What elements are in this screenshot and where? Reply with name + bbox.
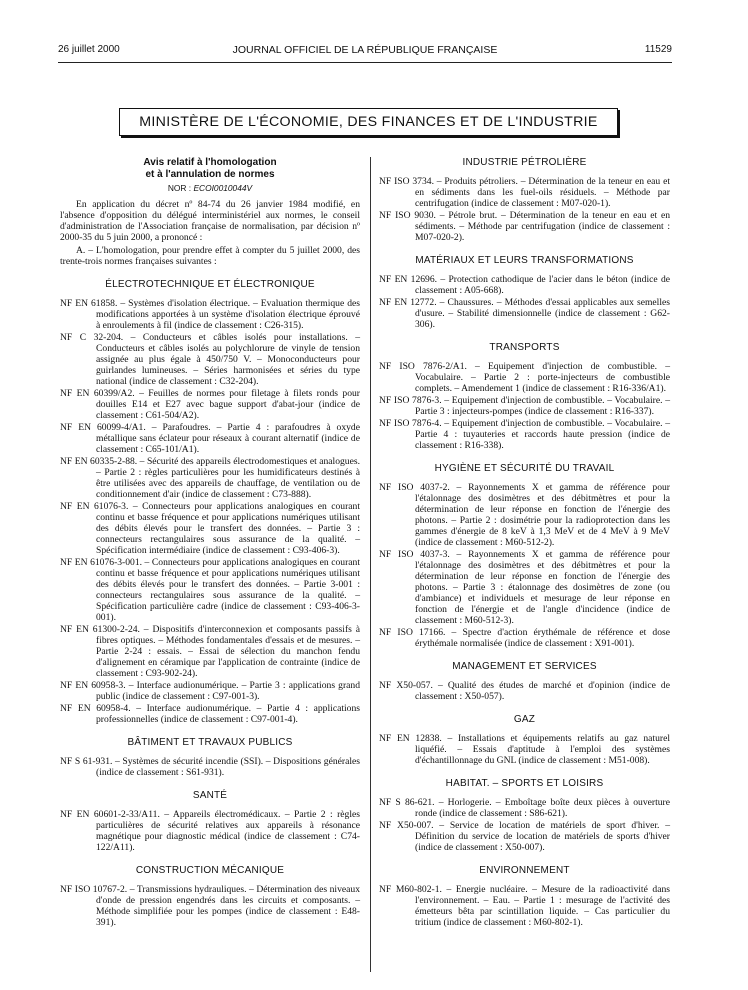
section-heading: MANAGEMENT ET SERVICES (452, 661, 597, 672)
standard-entry: NF ISO 9030. – Pétrole brut. – Détermination de la teneur en eau et en sédiments. – Méthode par centrifugation (indice de classement : M07-020-2). (379, 210, 670, 243)
nor-reference (60, 183, 360, 194)
intro-paragraph: En application du décret nº 84-74 du 26 janvier 1984 modifié, en l'absence d'opposition du délégué interministériel aux normes, le conseil d'administration de l'Association française de normalisation, par décision nº 2000-35 du 5 juin 2000, a prononcé : (60, 199, 360, 243)
left-column (60, 157, 360, 929)
journal-title: JOURNAL OFFICIEL DE LA RÉPUBLIQUE FRANÇAISE (232, 44, 498, 56)
standard-entry: NF EN 60601-2-33/A11. – Appareils électromédicaux. – Partie 2 : règles particulières de sécurité relatives aux appareils à résonance magnétique pour diagnostic médical (indice de classement : C74-122/A11). (60, 809, 360, 853)
left-sections (60, 279, 360, 928)
standard-entry: NF ISO 7876-4. – Equipement d'injection de combustible. – Vocabulaire. – Partie 4 : tuyauteries et raccords haute pression (indice de classement : R16-338). (379, 418, 670, 451)
standard-entry: NF EN 61858. – Systèmes d'isolation électrique. – Evaluation thermique des modifications apportées à un système d'isolation électrique éprouvé à enroulements à fil (indice de classement : C26-315). (60, 298, 360, 331)
standard-entry: NF EN 12696. – Protection cathodique de l'acier dans le béton (indice de classement : A05-668). (379, 274, 670, 296)
section-heading: TRANSPORTS (489, 342, 560, 353)
section-heading: HABITAT. – SPORTS ET LOISIRS (445, 778, 604, 789)
section-heading: HYGIÈNE ET SÉCURITÉ DU TRAVAIL (434, 463, 615, 474)
standard-entry: NF EN 60335-2-88. – Sécurité des appareils électrodomestiques et analogues. – Partie 2 : règles particulières pour les humidificateurs destinés à être utilisées avec des appareils de chauffage, de ventilation ou de conditionnement d'air (indice de classement : C73-888). (60, 456, 360, 500)
section-heading: GAZ (513, 714, 536, 725)
standard-entry: NF EN 60099-4/A1. – Parafoudres. – Partie 4 : parafoudres à oxyde métallique sans éclateur pour réseaux à courant alternatif (indice de classement : C65-101/A1). (60, 422, 360, 455)
standard-entry: NF ISO 7876-2/A1. – Equipement d'injection de combustible. – Vocabulaire. – Partie 2 : porte-injecteurs de combustible complets. – Amendement 1 (indice de classement : R16-336/A1). (379, 361, 670, 394)
section-heading: ENVIRONNEMENT (479, 865, 570, 876)
section-heading: BÂTIMENT ET TRAVAUX PUBLICS (127, 737, 293, 748)
standard-entry: NF EN 60958-4. – Interface audionumérique. – Partie 4 : applications professionnelles (indice de classement : C97-001-4). (60, 703, 360, 725)
standard-entry: NF EN 12838. – Installations et équipements relatifs au gaz naturel liquéfié. – Essais d'aptitude à l'emploi des systèmes d'échantillonnage du GNL (indice de classement : M51-008). (379, 733, 670, 766)
standard-entry: NF ISO 17166. – Spectre d'action érythémale de référence et dose érythémale normalisée (indice de classement : X91-001). (379, 627, 670, 649)
standard-entry: NF ISO 3734. – Produits pétroliers. – Détermination de la teneur en eau et en sédiments dans les fuel-oils résiduels. – Méthode par centrifugation (indice de classement : M07-020-1). (379, 176, 670, 209)
page-number: 11529 (644, 44, 672, 55)
section-heading: MATÉRIAUX ET LEURS TRANSFORMATIONS (415, 255, 634, 266)
standard-entry: NF X50-057. – Qualité des études de marché et d'opinion (indice de classement : X50-057). (379, 680, 670, 702)
column-divider (370, 157, 371, 972)
standard-entry: NF EN 60399/A2. – Feuilles de normes pour filetage à filets ronds pour douilles E14 et E27 avec bague support d'abat-jour (indice de classement : C61-504/A2). (60, 388, 360, 421)
standard-entry: NF EN 60958-3. – Interface audionumérique. – Partie 3 : applications grand public (indice de classement : C97-001-3). (60, 680, 360, 702)
standard-entry: NF EN 61076-3-001. – Connecteurs pour applications analogiques en courant continu et basse fréquence et pour applications numériques utilisant des débits élevés pour le transfert des données. – Partie 3-001 : connecteurs rectangulaires sous assurance de la qualité. – Spécification particulière cadre (indice de classement : C93-406-3-001). (60, 557, 360, 623)
nor-code: ECOI0010044V (193, 183, 253, 193)
notice-title-line1: Avis relatif à l'homologation (143, 157, 277, 168)
section-heading: CONSTRUCTION MÉCANIQUE (135, 865, 285, 876)
standard-entry: NF ISO 10767-2. – Transmissions hydrauliques. – Détermination des niveaux d'onde de pression engendrés dans les circuits et composants. – Méthode simplifiée pour les pompes (indice de classement : E48-391). (60, 884, 360, 928)
standard-entry: NF M60-802-1. – Energie nucléaire. – Mesure de la radioactivité dans l'environnement. – Eau. – Partie 1 : mesurage de l'activité des émetteurs bêta par scintillation liquide. – Cas particulier du tritium (indice de classement : M60-802-1). (379, 884, 670, 928)
homologation-paragraph: A. – L'homologation, pour prendre effet à compter du 5 juillet 2000, des trente-trois normes françaises suivantes : (60, 245, 360, 267)
ministry-banner: MINISTÈRE DE L'ÉCONOMIE, DES FINANCES ET DE L'INDUSTRIE (119, 108, 618, 136)
notice-title-line2: et à l'annulation de normes (145, 168, 275, 180)
right-column (379, 157, 670, 929)
header-date: 26 juillet 2000 (58, 44, 120, 55)
standard-entry: NF EN 12772. – Chaussures. – Méthodes d'essai applicables aux semelles d'usure. – Stabilité dimensionnelle (indice de classement : G62-306). (379, 297, 670, 330)
right-sections (379, 157, 670, 928)
standard-entry: NF ISO 4037-2. – Rayonnements X et gamma de référence pour l'étalonnage des dosimètres et des débitmètres et pour la détermination de leur réponse en fonction de l'énergie des photons. – Partie 2 : dosimétrie pour la radioprotection dans les gammes d'énergie de 8 keV à 1,3 MeV et de 4 MeV à 9 MeV (indice de classement : M60-512-2). (379, 482, 670, 548)
standard-entry: NF EN 61300-2-24. – Dispositifs d'interconnexion et composants passifs à fibres optiques. – Méthodes fondamentales d'essais et de mesures. – Partie 2-24 : essais. – Essai de sélection du manchon fendu d'alignement en céramique par l'application de contrainte (indice de classement : C93-902-24). (60, 624, 360, 679)
section-heading: INDUSTRIE PÉTROLIÈRE (462, 157, 587, 168)
page-header (58, 44, 672, 58)
section-heading: SANTÉ (192, 790, 228, 801)
standard-entry: NF C 32-204. – Conducteurs et câbles isolés pour installations. – Conducteurs et câbles isolés au polychlorure de vinyle de tension assignée au plus égale à 450/750 V. – Monoconducteurs pour guirlandes lumineuses. – Séries harmonisées et séries du type national (indice de classement : C32-204). (60, 332, 360, 387)
section-heading: ÉLECTROTECHNIQUE ET ÉLECTRONIQUE (105, 279, 315, 290)
nor-label: NOR : (167, 183, 192, 193)
header-rule (58, 62, 672, 63)
notice-title (60, 157, 360, 180)
standard-entry: NF ISO 7876-3. – Equipement d'injection de combustible. – Vocabulaire. – Partie 3 : injecteurs-pompes (indice de classement : R16-337). (379, 395, 670, 417)
standard-entry: NF S 61-931. – Systèmes de sécurité incendie (SSI). – Dispositions générales (indice de classement : S61-931). (60, 756, 360, 778)
standard-entry: NF ISO 4037-3. – Rayonnements X et gamma de référence pour l'étalonnage des dosimètres et des débitmètres et pour la détermination de leur réponse en fonction de l'énergie des photons. – Partie 3 : étalonnage des dosimètres de zone (ou d'ambiance) et individuels et mesurage de leur réponse en fonction de l'énergie et de l'angle d'incidence (indice de classement : M60-512-3). (379, 549, 670, 626)
standard-entry: NF S 86-621. – Horlogerie. – Emboîtage boîte deux pièces à ouverture ronde (indice de classement : S86-621). (379, 797, 670, 819)
standard-entry: NF EN 61076-3. – Connecteurs pour applications analogiques en courant continu et basse fréquence et pour applications numériques utilisant des débits élevés pour le transfert des données. – Partie 3 : connecteurs rectangulaires sous assurance de la qualité. – Spécification intermédiaire (indice de classement : C93-406-3). (60, 501, 360, 556)
standard-entry: NF X50-007. – Service de location de matériels de sport d'hiver. – Définition du service de location de matériels de sports d'hiver (indice de classement : X50-007). (379, 820, 670, 853)
